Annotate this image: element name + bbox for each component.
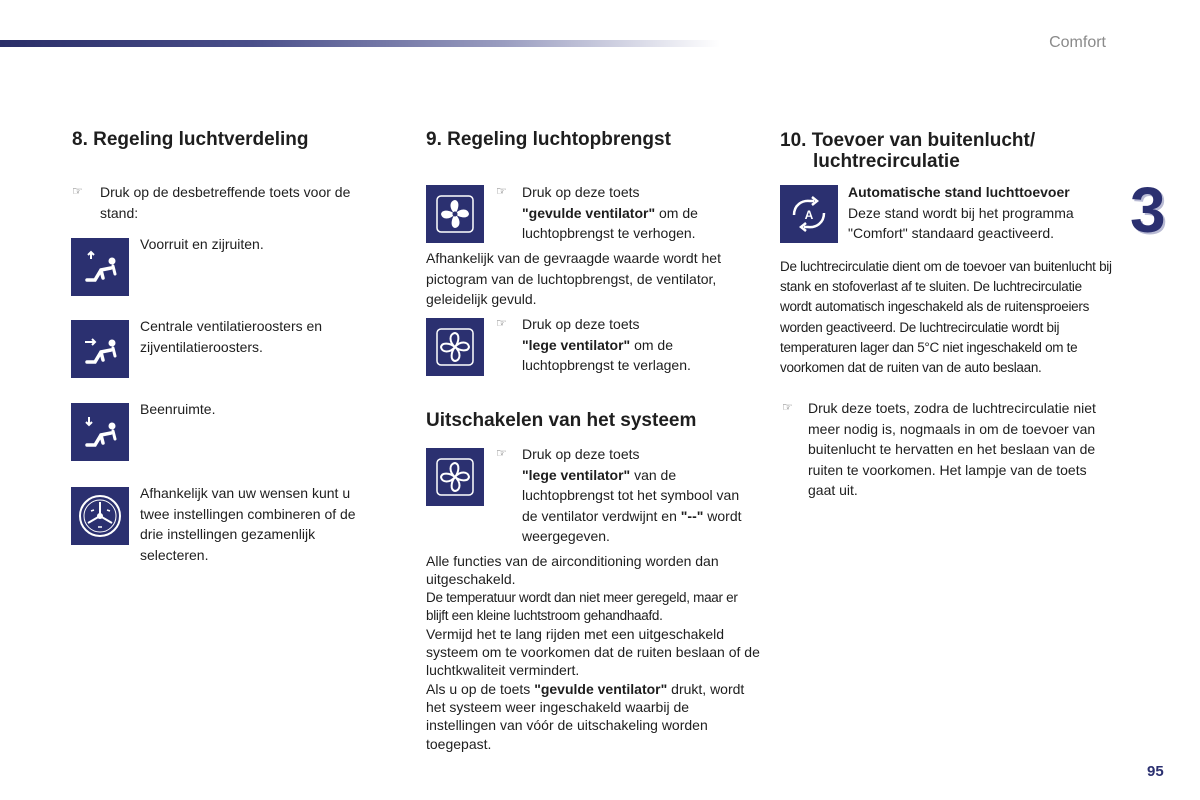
col3-p2: Druk deze toets, zodra de luchtrecirculatie niet meer nodig is, nogmaals in om de toevoer van buitenlucht te hervatten en het beslaan van de ruiten te voorkomen. Het lampje van de toets gaat uit. bbox=[808, 400, 1096, 498]
col2-p4: Druk op deze toets "lege ventilator" van de luchtopbrengst tot het symbool van de ventilator verdwijnt en "--" wordt weergegeven. bbox=[522, 446, 742, 544]
col2-p7: Vermijd het te lang rijden met een uitgeschakeld systeem om te voorkomen dat de ruiten beslaan of de luchtkwaliteit vermindert. bbox=[426, 626, 760, 679]
col2-p1: Druk op deze toets "gevulde ventilator" om de luchtopbrengst te verhogen. bbox=[522, 184, 698, 241]
col3-p1: De luchtrecirculatie dient om de toevoer van buitenlucht bij stank en stofoverlast af te sluiten. De luchtrecirculatie wordt automatisch ingeschakeld als de ruitensproeiers worden geactiveerd. De luchtrecirculatie wordt bij temperaturen lager dan 5°C niet ingeschakeld om te voorkomen dat de ruiten van de auto beslaan. bbox=[780, 259, 1112, 376]
pointer-bullet-icon: ☞ bbox=[496, 446, 507, 460]
col1-title: 8. Regeling luchtverdeling bbox=[72, 129, 309, 150]
air-distribution-dial-icon bbox=[71, 487, 129, 545]
col1-item3-text: Beenruimte. bbox=[140, 401, 216, 417]
pointer-bullet-icon: ☞ bbox=[72, 184, 83, 198]
pointer-bullet-icon: ☞ bbox=[496, 316, 507, 330]
pointer-bullet-icon: ☞ bbox=[496, 184, 507, 198]
fan-empty-icon bbox=[426, 448, 484, 506]
chapter-number: 3 bbox=[1130, 174, 1166, 246]
col3-title: 10. Toevoer van buitenlucht/ luchtrecirculatie bbox=[780, 130, 1036, 172]
col1-item4-text: Afhankelijk van uw wensen kunt u twee instellingen combineren of de drie instellingen gezamenlijk selecteren. bbox=[140, 485, 356, 563]
recirculation-auto-icon bbox=[780, 185, 838, 243]
col2-p3: Druk op deze toets "lege ventilator" om de luchtopbrengst te verlagen. bbox=[522, 316, 691, 373]
footwell-airflow-icon bbox=[71, 403, 129, 461]
col1-intro: Druk op de desbetreffende toets voor de stand: bbox=[100, 184, 351, 221]
section-name: Comfort bbox=[1049, 34, 1106, 51]
col1-item1-text: Voorruit en zijruiten. bbox=[140, 236, 264, 252]
pointer-bullet-icon: ☞ bbox=[782, 400, 793, 414]
col2-p6: De temperatuur wordt dan niet meer geregeld, maar er blijft een kleine luchtstroom gehandhaafd. bbox=[426, 590, 738, 624]
windscreen-airflow-icon bbox=[71, 238, 129, 296]
col2-title: 9. Regeling luchtopbrengst bbox=[426, 129, 671, 150]
svg-text:A: A bbox=[804, 208, 814, 222]
fan-filled-icon bbox=[426, 185, 484, 243]
page-number: 95 bbox=[1147, 763, 1164, 780]
col2-p2: Afhankelijk van de gevraagde waarde wordt het pictogram van de luchtopbrengst, de ventilator, geleidelijk gevuld. bbox=[426, 250, 721, 307]
col3-auto: Automatische stand luchttoevoer Deze stand wordt bij het programma "Comfort" standaard geactiveerd. bbox=[848, 184, 1074, 241]
col2-p8: Als u op de toets "gevulde ventilator" drukt, wordt het systeem weer ingeschakeld waarbij de instellingen van vóór de uitschakeling worden toegepast. bbox=[426, 681, 745, 752]
face-airflow-icon bbox=[71, 320, 129, 378]
header-bar bbox=[0, 40, 720, 47]
fan-empty-icon bbox=[426, 318, 484, 376]
col1-item2-text: Centrale ventilatieroosters en zijventilatieroosters. bbox=[140, 318, 323, 355]
col2-p5: Alle functies van de airconditioning worden dan uitgeschakeld. bbox=[426, 553, 719, 588]
col2-title2: Uitschakelen van het systeem bbox=[426, 410, 697, 431]
